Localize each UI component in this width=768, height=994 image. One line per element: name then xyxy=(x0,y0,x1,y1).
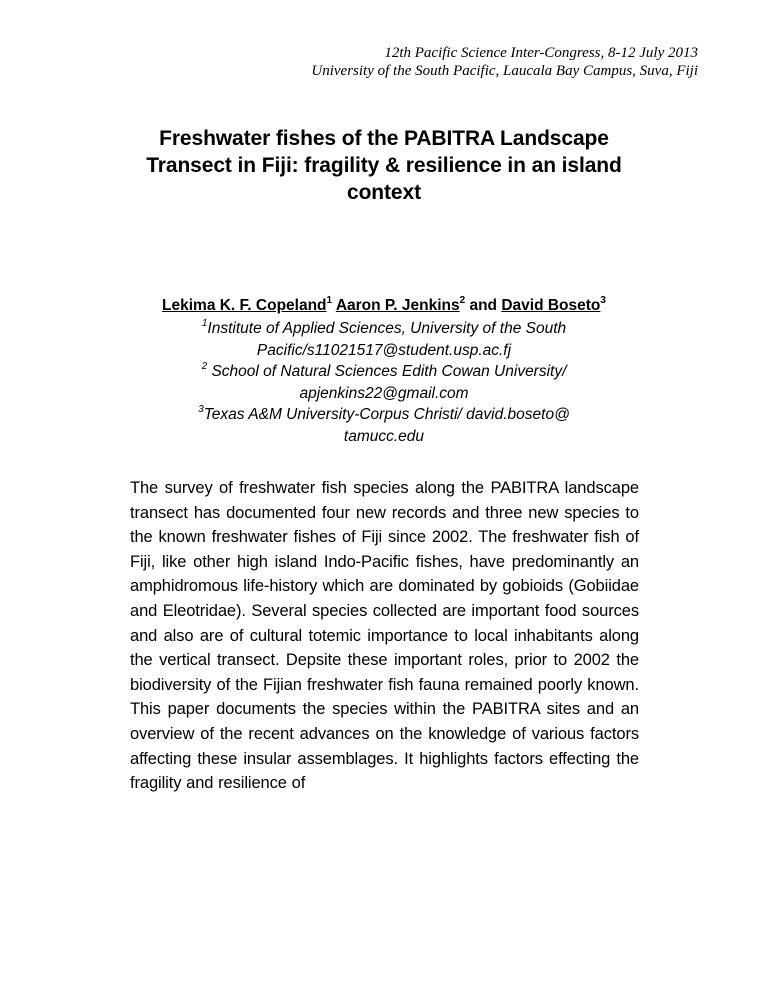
conference-name: 12th Pacific Science Inter-Congress, 8-12 July 2013 xyxy=(384,45,698,61)
author-conjunction: and xyxy=(469,297,498,314)
affiliation-3-line-2: tamucc.edu xyxy=(343,427,425,445)
affiliation-2-mark: 2 xyxy=(201,360,208,372)
author-2-name: Aaron P. Jenkins xyxy=(335,297,460,314)
title-line-1: Freshwater fishes of the PABITRA Landscape xyxy=(159,127,609,150)
affiliation-1-line-2: Pacific/s11021517@student.usp.ac.fj xyxy=(256,341,512,359)
author-1-affiliation-mark: 1 xyxy=(326,294,333,306)
affiliation-1-text: Institute of Applied Sciences, University of the South xyxy=(207,320,567,337)
author-1-name: Lekima K. F. Copeland xyxy=(162,297,327,314)
author-2-affiliation-mark: 2 xyxy=(459,294,466,306)
affiliation-3-line-1 xyxy=(110,404,658,426)
author-3-name: David Boseto xyxy=(501,297,601,314)
affiliation-1-mark: 1 xyxy=(201,317,208,329)
title-line-3: context xyxy=(347,181,421,204)
affiliation-2-line-1 xyxy=(110,361,658,383)
affiliation-2-text: School of Natural Sciences Edith Cowan University/ xyxy=(207,363,567,380)
affiliation-3-text: Texas A&M University-Corpus Christi/ david.boseto@ xyxy=(203,406,570,423)
affiliations xyxy=(110,318,658,447)
author-3-affiliation-mark: 3 xyxy=(600,294,606,306)
affiliation-3-mark: 3 xyxy=(198,403,204,415)
affiliation-2-line-2: apjenkins22@gmail.com xyxy=(299,384,469,402)
conference-header xyxy=(311,44,698,80)
conference-venue: University of the South Pacific, Laucala Bay Campus, Suva, Fiji xyxy=(311,63,698,79)
affiliation-1-line-1 xyxy=(110,318,658,340)
paper-title xyxy=(110,125,658,206)
abstract-paragraph: The survey of freshwater fish species along the PABITRA landscape transect has documented four new records and three new species to the known freshwater fishes of Fiji since 2002. The freshwater fish of Fiji, like other high island Indo-Pacific fishes, have predominantly an amphidromous life-history which are dominated by gobioids (Gobiidae and Eleotridae). Several species collected are important food sources and also are of cultural totemic importance to local inhabitants along the vertical transect. Depsite these important roles, prior to 2002 the biodiversity of the Fijian freshwater fish fauna remained poorly known. This paper documents the species within the PABITRA sites and an overview of the recent advances on the knowledge of various factors affecting these insular assemblages. It highlights factors effecting the fragility and resilience of xyxy=(130,479,639,793)
author-list xyxy=(110,296,658,316)
title-line-2: Transect in Fiji: fragility & resilience in an island xyxy=(146,154,622,177)
